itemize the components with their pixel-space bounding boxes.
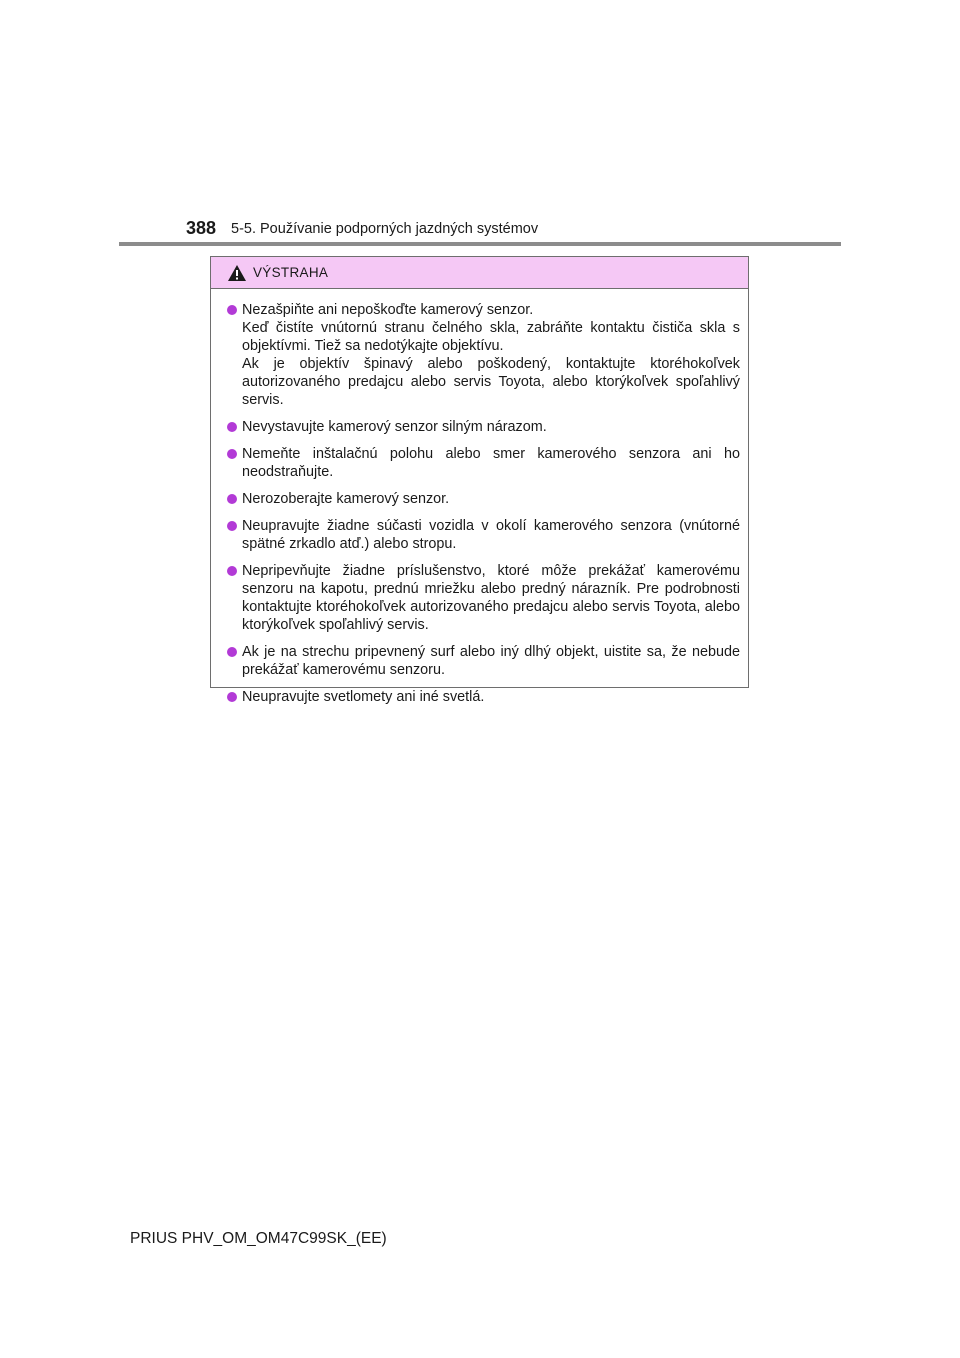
document-code: PRIUS PHV_OM_OM47C99SK_(EE) <box>130 1230 387 1247</box>
warning-paragraph: Keď čistíte vnútornú stranu čelného skla, zabráňte kontaktu čističa skla s objektívmi. Tiež sa nedotýkajte objektívu. <box>242 320 740 354</box>
warning-triangle-icon <box>227 264 247 282</box>
header-rule <box>119 242 841 246</box>
warning-paragraph: Nepripevňujte žiadne príslušenstvo, ktoré môže prekážať kamerovému senzoru na kapotu, prednú mriežku alebo predný nárazník. Pre podrobnosti kontaktujte ktoréhokoľvek autorizovaného predajcu alebo servis Toyota, alebo ktorýkoľvek spoľahlivý servis. <box>242 563 740 633</box>
warning-body <box>211 289 748 706</box>
bullet-icon <box>227 494 237 504</box>
warning-item <box>227 643 740 679</box>
warning-item <box>227 301 740 409</box>
bullet-icon <box>227 566 237 576</box>
warning-item-text <box>242 490 740 508</box>
warning-paragraph: Ak je na strechu pripevnený surf alebo iný dlhý objekt, uistite sa, že nebude prekážať kamerovému senzoru. <box>242 644 740 678</box>
section-title: 5-5. Používanie podporných jazdných systémov <box>231 221 539 237</box>
warning-item <box>227 445 740 481</box>
warning-item-text <box>242 418 740 436</box>
bullet-icon <box>227 449 237 459</box>
warning-item <box>227 688 740 706</box>
warning-item <box>227 562 740 634</box>
warning-paragraph: Nerozoberajte kamerový senzor. <box>242 491 450 507</box>
warning-paragraph: Nevystavujte kamerový senzor silným nárazom. <box>242 419 547 435</box>
warning-item-text <box>242 301 740 409</box>
page-number: 388 <box>186 218 217 238</box>
warning-item <box>227 517 740 553</box>
warning-paragraph: Neupravujte svetlomety ani iné svetlá. <box>242 689 485 705</box>
bullet-icon <box>227 305 237 315</box>
warning-box <box>210 256 749 705</box>
warning-paragraph: Ak je objektív špinavý alebo poškodený, kontaktujte ktoréhokoľvek autorizovaného predajcu alebo servis Toyota, alebo ktorýkoľvek spoľahlivý servis. <box>242 356 740 408</box>
bullet-icon <box>227 692 237 702</box>
bullet-icon <box>227 422 237 432</box>
warning-paragraph: Nemeňte inštalačnú polohu alebo smer kamerového senzora ani ho neodstraňujte. <box>242 446 740 480</box>
warning-item-text <box>242 643 740 679</box>
warning-item <box>227 490 740 508</box>
warning-item-text <box>242 562 740 634</box>
warning-item-text <box>242 445 740 481</box>
bullet-icon <box>227 521 237 531</box>
warning-item <box>227 418 740 436</box>
warning-item-text <box>242 688 740 706</box>
warning-paragraph: Nezašpiňte ani nepoškoďte kamerový senzor. <box>242 302 534 318</box>
warning-title: VÝSTRAHA <box>253 265 329 280</box>
warning-item-text <box>242 517 740 553</box>
warning-header <box>211 257 748 289</box>
bullet-icon <box>227 647 237 657</box>
warning-paragraph: Neupravujte žiadne súčasti vozidla v okolí kamerového senzora (vnútorné spätné zrkadlo atď.) alebo stropu. <box>242 518 740 552</box>
